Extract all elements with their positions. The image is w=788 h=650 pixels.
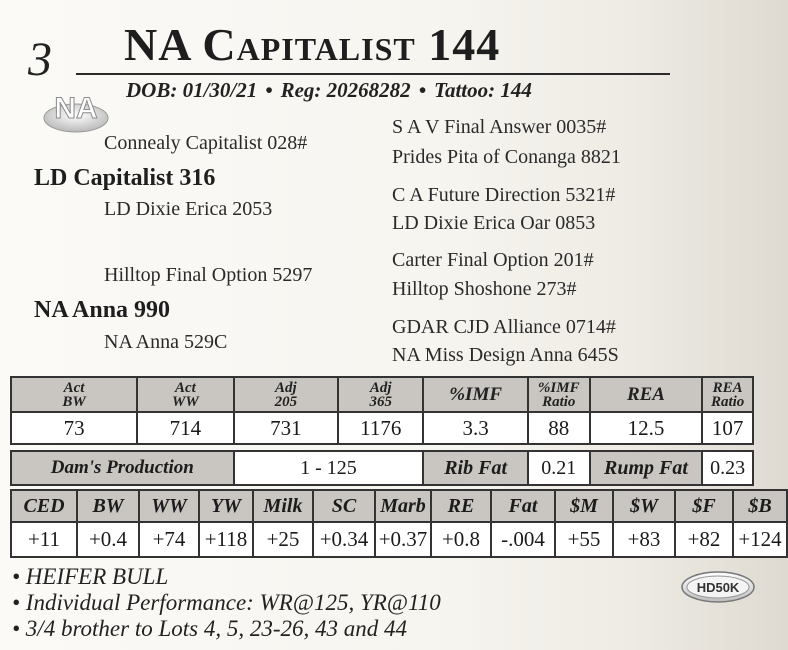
dam-production-value: 1 - 125 [234,451,424,485]
epd-header: Milk [253,490,313,522]
rib-fat-label: Rib Fat [423,451,527,485]
dam-sire: Hilltop Final Option 5297 [104,264,313,286]
animal-name-title: NA Capitalist 144 [124,19,501,70]
sire-sire: Connealy Capitalist 028# [104,132,308,154]
gen3-ancestor: LD Dixie Erica Oar 0853 [392,212,596,234]
epd-value: +118 [199,522,253,557]
rump-fat-value: 0.23 [702,451,753,485]
gen3-ancestor: NA Miss Design Anna 645S [392,344,619,366]
epd-value-row [11,522,787,557]
header-adj-365: Adj 365 [338,377,423,412]
bullet-separator: • [265,78,273,102]
epd-header: BW [77,490,139,522]
sire-dam: LD Dixie Erica 2053 [104,198,273,220]
gen3-ancestor: S A V Final Answer 0035# [392,116,607,138]
epd-value: +25 [253,522,313,557]
epd-header: RE [431,490,491,522]
epd-value: +82 [675,522,733,557]
epd-header: $W [613,490,675,522]
value-imf-ratio: 88 [528,412,590,444]
epd-header: WW [139,490,199,522]
epd-value: +11 [11,522,77,557]
note-item: • HEIFER BULL [12,564,169,589]
epd-header: $M [555,490,613,522]
epd-value: +0.37 [375,522,431,557]
tattoo-number: Tattoo: 144 [434,78,532,102]
header-act-ww: Act WW [137,377,233,412]
epd-value: +0.4 [77,522,139,557]
header-adj-205: Adj 205 [234,377,338,412]
value-imf: 3.3 [423,412,527,444]
performance-header-row [11,377,753,412]
epd-value: +124 [733,522,787,557]
value-act-ww: 714 [137,412,233,444]
rump-fat-label: Rump Fat [590,451,703,485]
gen3-ancestor: Carter Final Option 201# [392,249,594,271]
note-item: • Individual Performance: WR@125, YR@110 [12,590,441,615]
registration-info [126,78,532,103]
epd-value: -.004 [491,522,555,557]
dam: NA Anna 990 [34,297,171,323]
header-act-bw: Act BW [11,377,137,412]
registration-number: Reg: 20268282 [280,78,411,102]
value-act-bw: 73 [11,412,137,444]
header-imf: %IMF [423,377,527,412]
na-logo-text: NA [54,92,98,125]
title-divider [76,73,670,75]
epd-value: +0.8 [431,522,491,557]
rib-fat-value: 0.21 [528,451,590,485]
hd50k-logo-icon [680,570,756,604]
value-rea: 12.5 [590,412,703,444]
dob-text: DOB: 01/30/21 [126,78,258,102]
header-rea-ratio: REA Ratio [702,377,753,412]
gen3-ancestor: Hilltop Shoshone 273# [392,278,577,300]
note-item: • 3/4 brother to Lots 4, 5, 23-26, 43 and 44 [12,616,408,641]
dam-production-row [11,451,753,485]
epd-header-row [11,490,787,522]
value-adj-365: 1176 [338,412,423,444]
epd-header: Fat [491,490,555,522]
gen3-ancestor: C A Future Direction 5321# [392,184,616,206]
epd-table [10,489,788,558]
header-imf-ratio: %IMF Ratio [528,377,590,412]
gen3-ancestor: Prides Pita of Conanga 8821 [392,146,621,168]
hd50k-logo-text: HD50K [696,580,740,595]
epd-value: +55 [555,522,613,557]
epd-header: CED [11,490,77,522]
epd-value: +83 [613,522,675,557]
epd-value: +74 [139,522,199,557]
performance-table [10,376,754,491]
dam-production-label: Dam's Production [11,451,234,485]
epd-value: +0.34 [313,522,375,557]
na-logo-icon [42,88,110,136]
performance-value-row [11,412,753,444]
epd-header: $F [675,490,733,522]
value-rea-ratio: 107 [702,412,753,444]
bullet-separator: • [418,78,427,102]
gen3-ancestor: GDAR CJD Alliance 0714# [392,316,616,338]
sire: LD Capitalist 316 [34,165,216,191]
dam-dam: NA Anna 529C [104,331,228,353]
epd-header: SC [313,490,375,522]
value-adj-205: 731 [234,412,338,444]
header-rea: REA [590,377,703,412]
epd-header: $B [733,490,787,522]
epd-header: Marb [375,490,431,522]
epd-header: YW [199,490,253,522]
lot-number: 3 [28,33,52,86]
